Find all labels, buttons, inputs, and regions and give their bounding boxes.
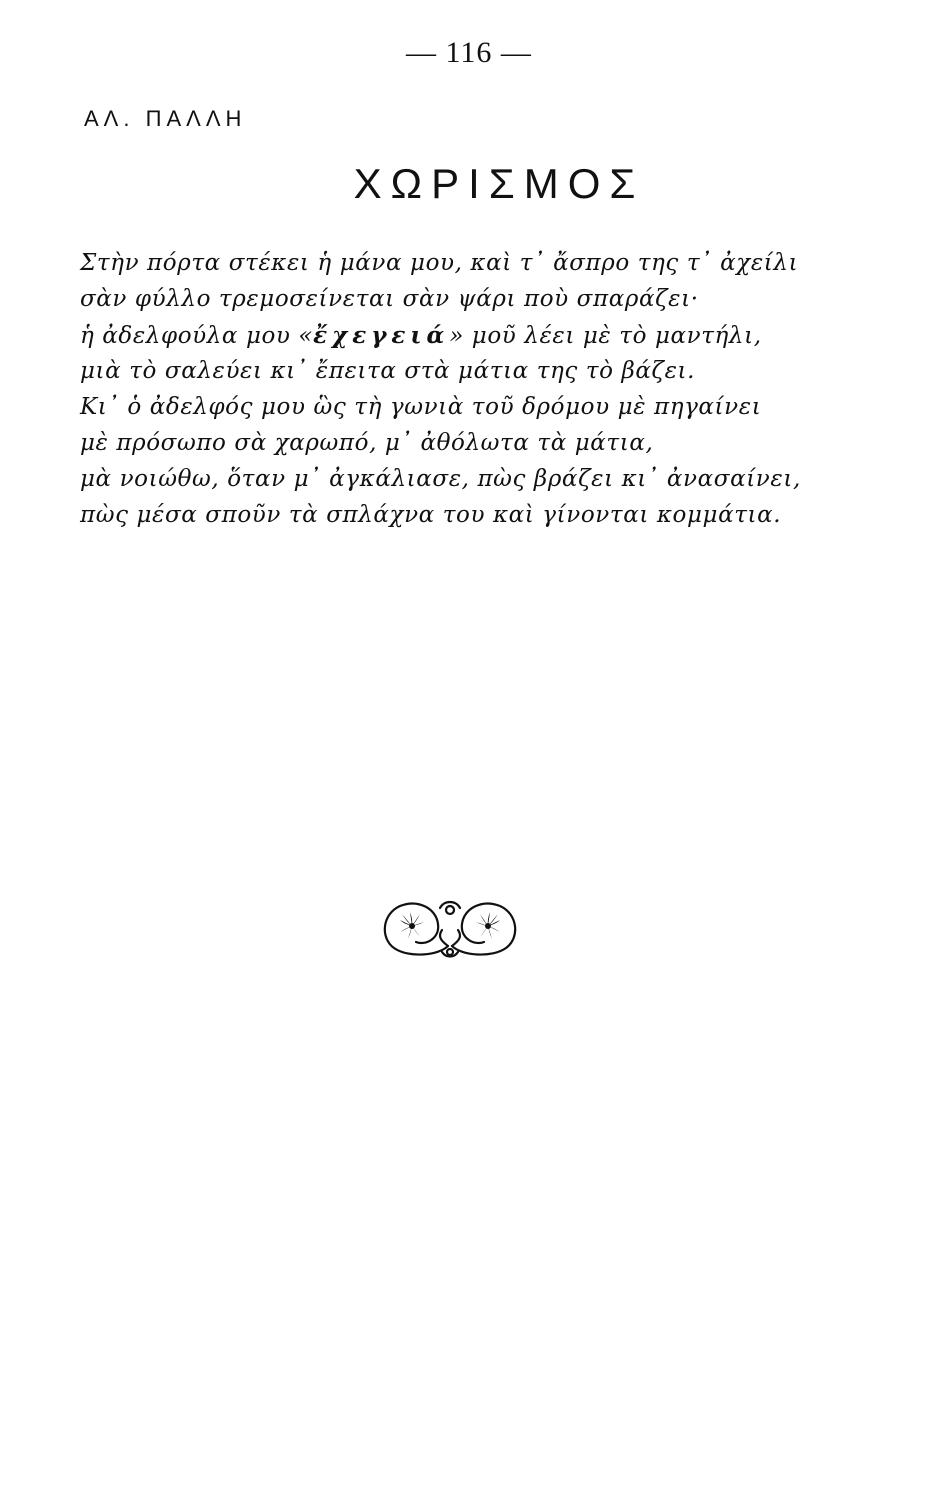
poem-line: μὲ πρόσωπο σὰ χαρωπό, μ᾽ ἀθόλωτα τὰ μάτια, [80, 429, 654, 456]
author-name: ΑΛ. ΠΑΛΛΗ [84, 106, 247, 131]
emphasized-word: ἔχεγειά [313, 321, 450, 349]
poem-line: Στὴν πόρτα στέκει ἡ μάνα μου, καὶ τ᾽ ἄσπρο της τ᾽ ἀχείλι [80, 250, 799, 276]
poem-line: πὼς μέσα σποῦν τὰ σπλάχνα του καὶ γίνονται κομμάτια. [80, 501, 782, 528]
poem-line: μιὰ τὸ σαλεύει κι᾽ ἔπειτα στὰ μάτια της τὸ βάζει. [80, 358, 696, 385]
page-number: — 116 — [406, 36, 532, 69]
poem-line: Κι᾽ ὁ ἀδελφός μου ὣς τὴ γωνιὰ τοῦ δρόμου μὲ πηγαίνει [80, 394, 762, 421]
poem-line: μὰ νοιώθω, ὅταν μ᾽ ἀγκάλιασε, πὼς βράζει κι᾽ ἀνασαίνει, [80, 465, 801, 492]
poem-title: ΧΩΡΙΣΜΟΣ [353, 160, 645, 207]
scroll-fleuron-icon [378, 896, 522, 960]
poem-line: σὰν φύλλο τρεμοσείνεται σὰν ψάρι ποὺ σπαράζει· [80, 285, 699, 312]
poem-line-end: » μοῦ λέει μὲ τὸ μαντήλι, [449, 322, 762, 349]
poem-body [80, 246, 800, 533]
poem-line [80, 318, 800, 355]
poem-line-start: ἡ ἀδελφούλα μου « [80, 322, 314, 349]
